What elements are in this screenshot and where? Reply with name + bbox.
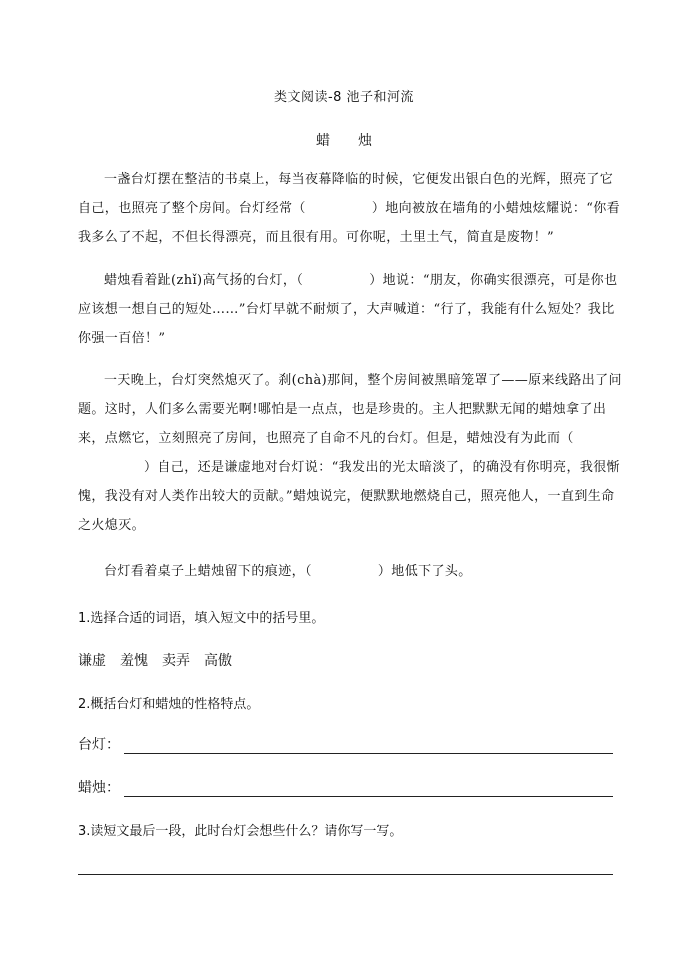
question-3: 3.读短文最后一段，此时台灯会想些什么？请你写一写。: [78, 824, 403, 839]
story-title-char-2: 烛: [358, 133, 372, 149]
candle-answer-line[interactable]: [124, 782, 613, 797]
word-option: 高傲: [204, 653, 232, 669]
candle-label: 蜡烛：: [78, 780, 120, 796]
paragraph-2-text-a: 蜡烛看着趾(zhǐ)高气扬的台灯，（: [104, 273, 304, 288]
paragraph-3-text-b: ）自己，还是谦虚地对台灯说：“我发出的光太暗淡了，的确没有你明亮，我很惭愧，我没有对人类作出较大的贡献。”蜡烛说完，便默默地燃烧自己，照亮他人，一直到生命之火熄灭。: [78, 460, 621, 533]
paragraph-4-text-b: ）地低下了头。: [377, 564, 472, 579]
paragraph-3-text-a: 一天晚上，台灯突然熄灭了。刹(chà)那间，整个房间被黑暗笼罩了——原来线路出了问题。这时，人们多么需要光啊!哪怕是一点点，也是珍贵的。主人把默默无闻的蜡烛拿了出来，点燃它，立刻照亮了房间，也照亮了自命不凡的台灯。但是，蜡烛没有为此而（: [78, 373, 622, 446]
story-title-char-1: 蜡: [316, 133, 330, 149]
word-option: 卖弄: [162, 653, 190, 669]
lamp-label: 台灯：: [78, 737, 120, 753]
word-option: 谦虚: [78, 653, 106, 669]
story-title: [0, 130, 688, 150]
paragraph-2: [78, 266, 624, 353]
paragraph-4: [78, 557, 624, 586]
paragraph-2-text-b: ）地说：“朋友，你确实很漂亮，可是你也应该想一想自己的短处……”台灯早就不耐烦了，大声喊道：“行了，我能有什么短处？我比你强一百倍！”: [78, 273, 618, 346]
lamp-answer-line[interactable]: [124, 739, 613, 754]
word-bank: [78, 650, 246, 670]
paragraph-1-text-b: ）地向被放在墙角的小蜡烛炫耀说：“你看我多么了不起，不但长得漂亮，而且很有用。可你呢，土里土气，简直是废物！”: [78, 201, 621, 245]
word-option: 羞愧: [120, 653, 148, 669]
paragraph-1: [78, 165, 624, 252]
paragraph-4-text-a: 台灯看着桌子上蜡烛留下的痕迹，（: [104, 564, 312, 579]
lamp-answer-row: [78, 734, 613, 754]
page-title: 类文阅读-8 池子和河流: [273, 90, 415, 105]
question-2: 2.概括台灯和蜡烛的性格特点。: [78, 697, 260, 712]
paragraph-3: [78, 366, 624, 540]
question-1: 1.选择合适的词语，填入短文中的括号里。: [78, 611, 325, 626]
paragraph-1-text-a: 一盏台灯摆在整洁的书桌上，每当夜幕降临的时候，它便发出银白色的光辉，照亮了它自己，也照亮了整个房间。台灯经常（: [78, 172, 614, 216]
question-3-answer-line[interactable]: [78, 874, 613, 875]
candle-answer-row: [78, 777, 613, 797]
